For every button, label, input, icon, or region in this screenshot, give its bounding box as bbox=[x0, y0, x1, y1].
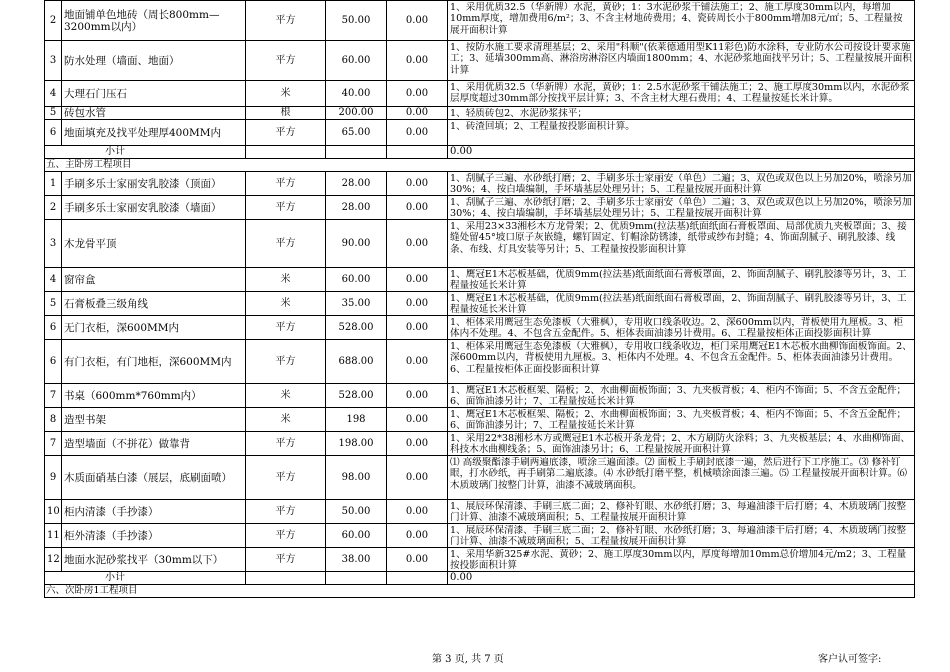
item-unit: 米 bbox=[246, 408, 326, 432]
item-description bbox=[448, 548, 915, 572]
item-name: 柜内清漆（手抄漆） bbox=[62, 500, 246, 524]
table-row bbox=[45, 172, 915, 196]
item-number: 7 bbox=[45, 432, 62, 456]
item-amount: 0.00 bbox=[387, 268, 448, 292]
item-unit: 平方 bbox=[246, 456, 326, 500]
item-unit-price: 198.00 bbox=[326, 432, 387, 456]
section-header-row bbox=[45, 159, 915, 172]
item-description bbox=[448, 340, 915, 384]
item-name: 有门衣柜，有门地柜，深600MM内 bbox=[62, 340, 246, 384]
item-description-text: 1、按防水施工要求清理基层；2、采用"科顺"(依莱德通用型K11彩色)防水涂料，专业防水公司按设计要求施工；3、延墙300mm高、淋浴房淋浴区内墙面1800mm；4、水泥砂浆地面找平另计；5、工程量按展开面积计算 bbox=[450, 42, 912, 76]
item-description bbox=[448, 456, 915, 500]
item-unit: 平方 bbox=[246, 316, 326, 340]
item-name: 造型书架 bbox=[62, 408, 246, 432]
item-unit: 平方 bbox=[246, 41, 326, 81]
item-description-text: 1、展辰环保清漆、手刷三底二面；2、修补钉眼、水砂纸打磨；3、每遍油漆干后打磨；4、木质玻璃门按整门计算、油漆不减玻璃面积；5、工程量按展开面积计算 bbox=[450, 525, 907, 547]
item-description bbox=[448, 81, 915, 107]
table-row bbox=[45, 548, 915, 572]
item-amount: 0.00 bbox=[387, 384, 448, 408]
item-name: 砖包水管 bbox=[62, 107, 246, 120]
item-name: 大理石门压石 bbox=[62, 81, 246, 107]
item-unit-price: 60.00 bbox=[326, 268, 387, 292]
item-unit: 米 bbox=[246, 81, 326, 107]
table-row bbox=[45, 120, 915, 146]
table-row bbox=[45, 292, 915, 316]
table-row bbox=[45, 524, 915, 548]
item-description-text: 1、采用优质32.5（华新牌）水泥，黄砂；1：3水泥砂浆干铺法施工；2、施工厚度30mm以内，每增加10mm厚度，增加费用6/m²；3、不含主材地砖费用；4、瓷砖周长小于800mm增加8元/㎡；5、工程量按展开面积计算 bbox=[450, 2, 903, 36]
item-amount: 0.00 bbox=[387, 548, 448, 572]
subtotal-row bbox=[45, 572, 915, 585]
item-name: 地面水泥砂浆找平（30mm以下） bbox=[62, 548, 246, 572]
item-amount: 0.00 bbox=[387, 456, 448, 500]
item-unit-price: 40.00 bbox=[326, 81, 387, 107]
item-unit: 平方 bbox=[246, 196, 326, 220]
item-number: 12 bbox=[45, 548, 62, 572]
item-unit-price: 65.00 bbox=[326, 120, 387, 146]
item-description bbox=[448, 41, 915, 81]
table-row bbox=[45, 500, 915, 524]
table-row bbox=[45, 340, 915, 384]
item-number: 11 bbox=[45, 524, 62, 548]
item-unit-price: 28.00 bbox=[326, 196, 387, 220]
item-unit-price: 38.00 bbox=[326, 548, 387, 572]
item-description-text: 1、刮腻子三遍、水砂纸打磨；2、手刷多乐士家丽安（单色）二遍；3、双色或双色以上另加20%，喷涂另加30%；4、按白墙编制，手坏墙基层处理另计；5、工程量按展开面积计算 bbox=[450, 197, 912, 219]
item-description-text: 1、轻质砖包2、水泥砂浆抹平； bbox=[450, 108, 587, 119]
subtotal-empty bbox=[326, 572, 387, 585]
item-amount: 0.00 bbox=[387, 120, 448, 146]
item-number: 3 bbox=[45, 41, 62, 81]
item-number: 2 bbox=[45, 1, 62, 41]
subtotal-value: 0.00 bbox=[448, 146, 915, 159]
item-unit-price: 28.00 bbox=[326, 172, 387, 196]
item-amount: 0.00 bbox=[387, 524, 448, 548]
table-row bbox=[45, 384, 915, 408]
customer-signature-label: 客户认可签字: bbox=[818, 654, 882, 665]
item-unit-price: 198 bbox=[326, 408, 387, 432]
item-amount: 0.00 bbox=[387, 107, 448, 120]
item-number: 5 bbox=[45, 292, 62, 316]
table-row bbox=[45, 107, 915, 120]
section-title: 六、次卧房1工程项目 bbox=[45, 585, 915, 598]
item-description bbox=[448, 384, 915, 408]
item-description bbox=[448, 316, 915, 340]
section-header-row bbox=[45, 585, 915, 598]
table-row bbox=[45, 220, 915, 268]
item-unit-price: 35.00 bbox=[326, 292, 387, 316]
item-amount: 0.00 bbox=[387, 220, 448, 268]
item-unit: 根 bbox=[246, 107, 326, 120]
subtotal-empty bbox=[246, 572, 326, 585]
item-unit: 米 bbox=[246, 384, 326, 408]
quote-table bbox=[44, 0, 915, 598]
item-name: 手刷多乐士家丽安乳胶漆（墙面） bbox=[62, 196, 246, 220]
subtotal-label: 小计 bbox=[45, 146, 246, 159]
item-name: 无门衣柜，深600MM内 bbox=[62, 316, 246, 340]
item-description bbox=[448, 172, 915, 196]
item-name: 木龙骨平顶 bbox=[62, 220, 246, 268]
item-unit-price: 60.00 bbox=[326, 524, 387, 548]
table-row bbox=[45, 81, 915, 107]
item-description-text: 1、刮腻子三遍、水砂纸打磨；2、手刷多乐士家丽安（单色）二遍；3、双色或双色以上另加20%，喷涂另加30%；4、按白墙编制，手坏墙基层处理另计；5、工程量按展开面积计算 bbox=[450, 173, 912, 195]
item-number: 1 bbox=[45, 172, 62, 196]
item-unit: 米 bbox=[246, 292, 326, 316]
item-unit: 平方 bbox=[246, 340, 326, 384]
item-name: 防水处理（墙面、地面） bbox=[62, 41, 246, 81]
item-unit: 平方 bbox=[246, 548, 326, 572]
item-unit: 平方 bbox=[246, 220, 326, 268]
item-unit-price: 200.00 bbox=[326, 107, 387, 120]
item-amount: 0.00 bbox=[387, 196, 448, 220]
item-unit-price: 528.00 bbox=[326, 384, 387, 408]
item-description-text: 1、鹰冠E1木芯板框架、隔板；2、水曲柳面板饰面；3、九夹板背板；4、柜内不饰面；5、不含五金配件；6、面饰油漆另计；7、工程量按延长米计算 bbox=[450, 409, 907, 431]
item-name: 窗帘盒 bbox=[62, 268, 246, 292]
item-name: 书桌（600mm*760mm内） bbox=[62, 384, 246, 408]
item-unit: 平方 bbox=[246, 120, 326, 146]
subtotal-amount bbox=[387, 146, 448, 159]
item-description-text: 1、采用华新325#水泥、黄砂；2、施工厚度30mm以内，厚度每增加10mm总价增加4元/m2；3、工程量按投影面积计算 bbox=[450, 549, 907, 571]
item-description bbox=[448, 1, 915, 41]
item-number: 6 bbox=[45, 120, 62, 146]
item-unit: 平方 bbox=[246, 1, 326, 41]
item-description-text: 1、砖渣回填；2、工程量按投影面积计算。 bbox=[450, 121, 635, 132]
item-unit: 平方 bbox=[246, 432, 326, 456]
table-row bbox=[45, 408, 915, 432]
item-name: 柜外清漆（手抄漆） bbox=[62, 524, 246, 548]
item-amount: 0.00 bbox=[387, 292, 448, 316]
item-amount: 0.00 bbox=[387, 172, 448, 196]
subtotal-empty bbox=[326, 146, 387, 159]
item-description-text: 1、柜体采用鹰冠生态免漆板（大雅枫），专用收口线条收边，柜门采用鹰冠E1木芯板水曲柳饰面板饰面。2、深600mm以内，背板使用九厘板。3、柜体内不处理。4、不包含五金配件。5、柜体表面油漆另计费用。6、工程量按柜体正面投影面积计算 bbox=[450, 341, 912, 375]
item-number: 7 bbox=[45, 384, 62, 408]
subtotal-empty bbox=[246, 146, 326, 159]
item-number: 3 bbox=[45, 220, 62, 268]
item-unit-price: 50.00 bbox=[326, 500, 387, 524]
item-unit: 米 bbox=[246, 268, 326, 292]
item-description bbox=[448, 408, 915, 432]
page-footer bbox=[0, 650, 950, 668]
item-name: 造型墙面（不拼花）做靠背 bbox=[62, 432, 246, 456]
item-name: 地面填充及找平处理厚400MM内 bbox=[62, 120, 246, 146]
table-row bbox=[45, 196, 915, 220]
item-unit-price: 50.00 bbox=[326, 1, 387, 41]
item-unit-price: 90.00 bbox=[326, 220, 387, 268]
item-description bbox=[448, 196, 915, 220]
item-description bbox=[448, 292, 915, 316]
item-description bbox=[448, 120, 915, 146]
item-number: 10 bbox=[45, 500, 62, 524]
item-description-text: 1、鹰冠E1木芯板基础，优质9mm(拉法基)纸面纸面石膏板罩面，2、饰面刮腻子、刷乳胶漆等另计，3、工程量按延长米计算 bbox=[450, 293, 907, 315]
item-amount: 0.00 bbox=[387, 408, 448, 432]
item-unit-price: 60.00 bbox=[326, 41, 387, 81]
item-description-text: ⑴ 高级聚酯漆手刷两遍底漆，喷涂三遍面漆。⑵ 面板上手刷封底漆一遍，然后进行下工序施工。⑶ 修补钉眼，打水砂纸，再手刷第二遍底漆。⑷ 水砂纸打磨平整，机械喷涂面漆三遍。⑸ 工程量按展开面积计算。⑹ 木质玻璃门按整门计算，油漆不减玻璃面积。 bbox=[450, 457, 908, 491]
item-description-text: 1、鹰冠E1木芯板框架、隔板；2、水曲柳面板饰面；3、九夹板背板；4、柜内不饰面；5、不含五金配件；6、面饰油漆另计；7、工程量按延长米计算 bbox=[450, 385, 907, 407]
item-description-text: 1、展辰环保清漆、手刷三底二面；2、修补钉眼、水砂纸打磨；3、每遍油漆干后打磨；4、木质玻璃门按整门计算、油漆不减玻璃面积；5、工程量按展开面积计算 bbox=[450, 501, 907, 523]
item-description-text: 1、采用优质32.5（华新牌）水泥，黄砂；1：2.5水泥砂浆干铺法施工；2、施工厚度30mm以内，水泥砂浆层厚度超过30mm部分按找平层计算；3、不含主材大理石费用；4、工程量按延长米计算。 bbox=[450, 82, 910, 105]
item-amount: 0.00 bbox=[387, 432, 448, 456]
item-description bbox=[448, 500, 915, 524]
item-number: 2 bbox=[45, 196, 62, 220]
item-number: 4 bbox=[45, 81, 62, 107]
item-number: 9 bbox=[45, 456, 62, 500]
item-name: 地面铺单色地砖（周长800mm—3200mm以内） bbox=[62, 1, 246, 41]
page-number: 第 3 页, 共 7 页 bbox=[432, 654, 504, 665]
item-unit-price: 688.00 bbox=[326, 340, 387, 384]
table-row bbox=[45, 432, 915, 456]
item-description bbox=[448, 268, 915, 292]
table-row bbox=[45, 456, 915, 500]
item-amount: 0.00 bbox=[387, 41, 448, 81]
item-description-text: 1、采用23×33湘杉木方龙骨架；2、优质9mm(拉法基)纸面纸面石膏板罩面、局部优质九夹板罩面；3、接缝处留45°坡口原子灰嵌缝，螺钉固定、钉帽涂防锈漆，纸带或纱布封缝；4、饰面刮腻子、刷乳胶漆、线条、布线、灯具安装等另计；5、工程量按投影面积计算 bbox=[450, 221, 907, 255]
item-description-text: 1、柜体采用鹰冠生态免漆板（大雅枫），专用收口线条收边。2、深600mm以内，背板使用九厘板。3、柜体内不处理。4、不包含五金配件。5、柜体表面油漆另计费用。6、工程量按柜体正面投影面积计算 bbox=[450, 317, 903, 339]
item-amount: 0.00 bbox=[387, 1, 448, 41]
item-number: 8 bbox=[45, 408, 62, 432]
table-row bbox=[45, 41, 915, 81]
item-name: 石膏板叠三级角线 bbox=[62, 292, 246, 316]
section-title: 五、主卧房工程项目 bbox=[45, 159, 915, 172]
table-row bbox=[45, 1, 915, 41]
item-amount: 0.00 bbox=[387, 316, 448, 340]
item-name: 木质面硝基白漆（展层，底刷面喷） bbox=[62, 456, 246, 500]
item-amount: 0.00 bbox=[387, 340, 448, 384]
item-description bbox=[448, 107, 915, 120]
item-description bbox=[448, 220, 915, 268]
subtotal-row bbox=[45, 146, 915, 159]
item-unit: 平方 bbox=[246, 500, 326, 524]
subtotal-value: 0.00 bbox=[448, 572, 915, 585]
table-row bbox=[45, 316, 915, 340]
item-name: 手刷多乐士家丽安乳胶漆（顶面） bbox=[62, 172, 246, 196]
item-description-text: 1、鹰冠E1木芯板基础，优质9mm(拉法基)纸面纸面石膏板罩面，2、饰面刮腻子、刷乳胶漆等另计，3、工程量按延长米计算 bbox=[450, 269, 907, 291]
item-unit: 平方 bbox=[246, 172, 326, 196]
item-description-text: 1、采用22*38湘杉木方或鹰冠E1木芯板开条龙骨；2、木方刷防火涂料；3、九夹板基层；4、水曲柳饰面、科技木水曲柳线条；5、面饰油漆另计；6、工程量按展开面积计算 bbox=[450, 433, 911, 455]
item-number: 6 bbox=[45, 340, 62, 384]
item-amount: 0.00 bbox=[387, 500, 448, 524]
item-number: 5 bbox=[45, 107, 62, 120]
item-unit: 平方 bbox=[246, 524, 326, 548]
item-unit-price: 98.00 bbox=[326, 456, 387, 500]
table-row bbox=[45, 268, 915, 292]
item-number: 6 bbox=[45, 316, 62, 340]
item-description bbox=[448, 524, 915, 548]
subtotal-amount bbox=[387, 572, 448, 585]
subtotal-label: 小计 bbox=[45, 572, 246, 585]
quote-table-body bbox=[45, 1, 915, 598]
item-unit-price: 528.00 bbox=[326, 316, 387, 340]
item-number: 4 bbox=[45, 268, 62, 292]
item-description bbox=[448, 432, 915, 456]
item-amount: 0.00 bbox=[387, 81, 448, 107]
